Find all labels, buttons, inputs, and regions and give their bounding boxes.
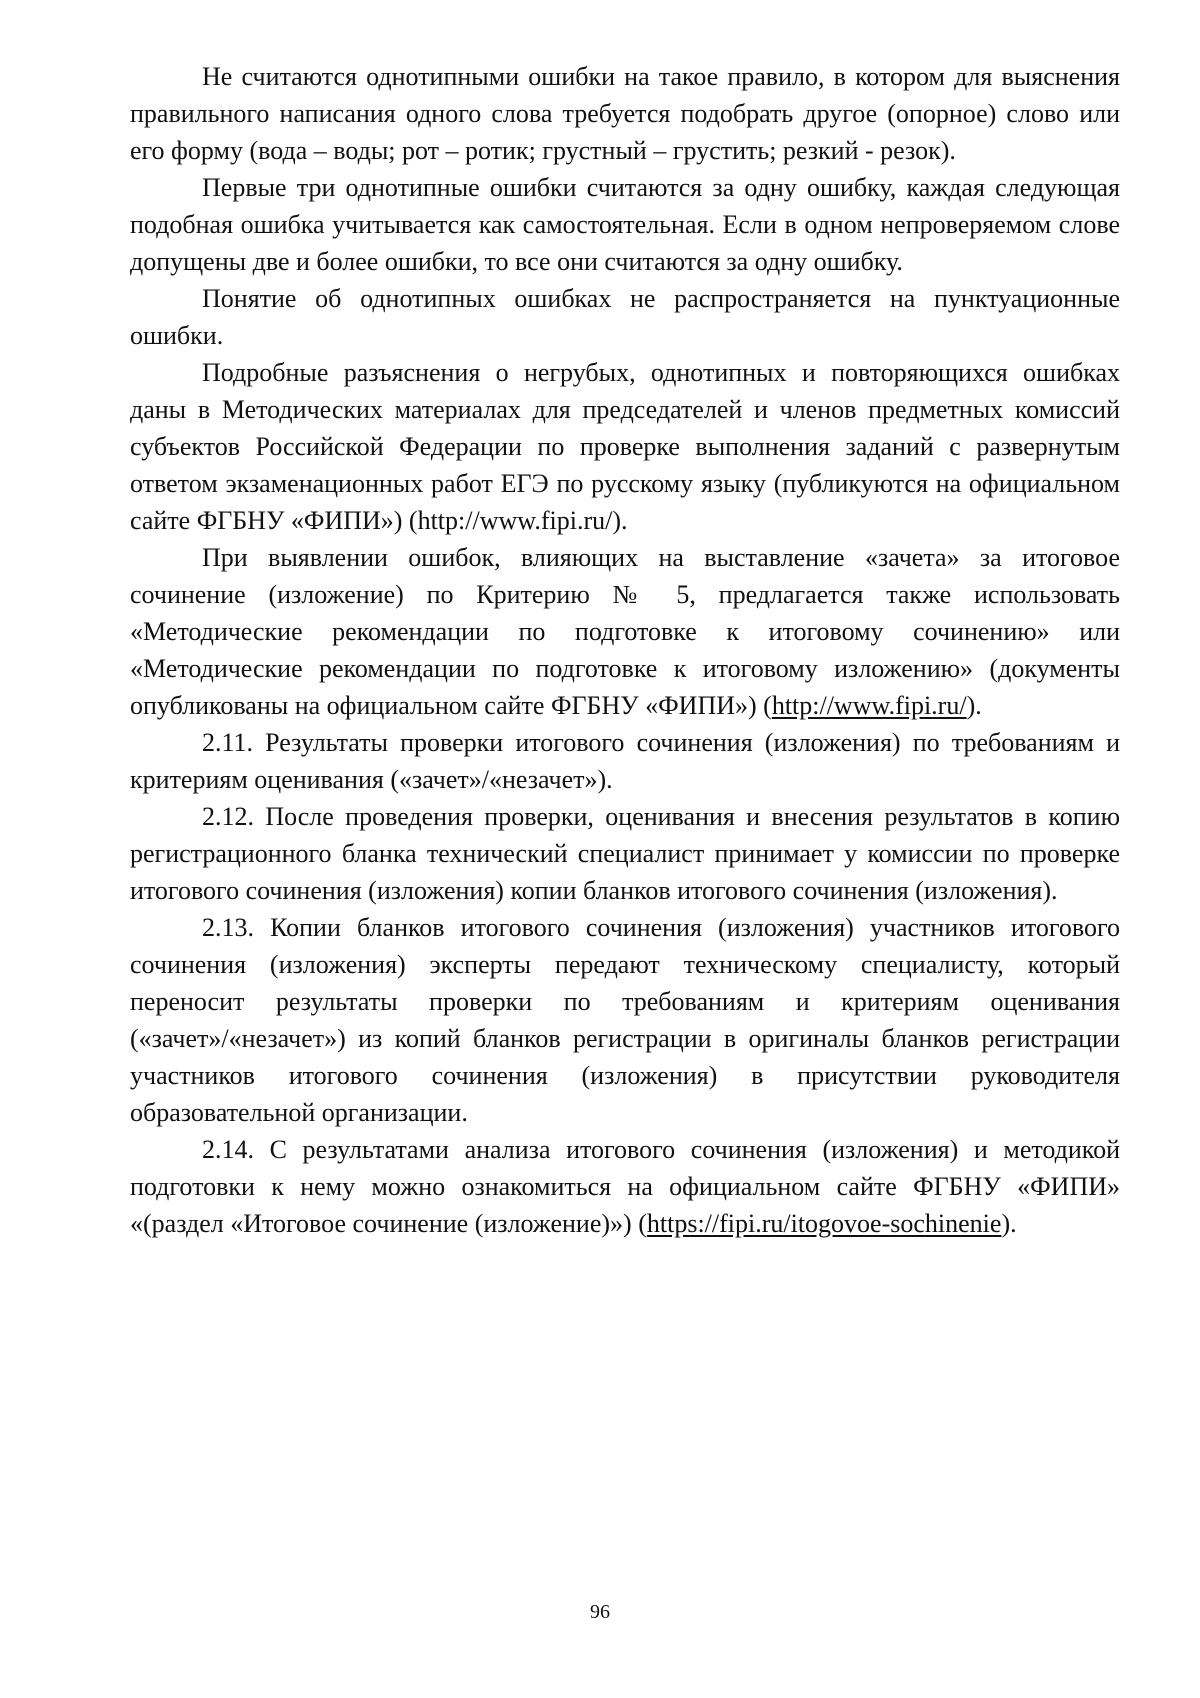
paragraph-text-end: ). [1001, 1209, 1017, 1238]
paragraph-text: 2.14. С результатами анализа итогового сочинения (изложения) и методикой подготовки к нему можно ознакомиться на официальном сайте ФГБНУ «ФИПИ» «(раздел «Итоговое сочинение (изложение)») ( [130, 1135, 1120, 1238]
paragraph-punctuation-errors: Понятие об однотипных ошибках не распространяется на пунктуационные ошибки. [130, 284, 1120, 350]
paragraph-three-same-type-errors: Первые три однотипные ошибки считаются за одну ошибку, каждая следующая подобная ошибка учитывается как самостоятельная. Если в одном непроверяемом слове допущены две и более ошибки, то все они считаются за одну ошибку. [130, 173, 1120, 276]
paragraph-2-13-blank-copies: 2.13. Копии бланков итогового сочинения (изложения) участников итогового сочинения (изложения) эксперты передают техническому специалисту, который переносит результаты проверки по требованиям и критериям оценивания («зачет»/«незачет») из копий бланков регистрации в оригиналы бланков регистрации участников итогового сочинения (изложения) в присутствии руководителя образовательной организации. [130, 913, 1120, 1127]
fipi-essay-section-link[interactable]: https://fipi.ru/itogovoe-sochinenie [646, 1209, 1002, 1238]
paragraph-2-14-analysis-results [130, 1131, 1120, 1242]
paragraph-text-end: ). [966, 691, 982, 720]
page-number: 96 [590, 1601, 610, 1623]
document-body [130, 58, 1120, 1242]
paragraph-2-12-technical-specialist: 2.12. После проведения проверки, оценивания и внесения результатов в копию регистрационного бланка технический специалист принимает у комиссии по проверке итогового сочинения (изложения) копии бланков итогового сочинения (изложения). [130, 802, 1120, 905]
paragraph-methodical-materials: Подробные разъяснения о негрубых, однотипных и повторяющихся ошибках даны в Методических материалах для председателей и членов предметных комиссий субъектов Российской Федерации по проверке выполнения заданий с развернутым ответом экзаменационных работ ЕГЭ по русскому языку (публикуются на официальном сайте ФГБНУ «ФИПИ») (http://www.fipi.ru/). [130, 358, 1120, 535]
paragraph-criterion-5-recommendations [130, 539, 1120, 724]
fipi-site-link[interactable]: http://www.fipi.ru/ [771, 691, 967, 720]
paragraph-same-type-errors-rule: Не считаются однотипными ошибки на такое правило, в котором для выяснения правильного написания одного слова требуется подобрать другое (опорное) слово или его форму (вода – воды; рот – ротик; грустный – грустить; резкий - резок). [130, 62, 1120, 165]
paragraph-text: При выявлении ошибок, влияющих на выставление «зачета» за итоговое сочинение (изложение) по Критерию № 5, предлагается также использовать «Методические рекомендации по подготовке к итоговому сочинению» или «Методические рекомендации по подготовке к итоговому изложению» (документы опубликованы на официальном сайте ФГБНУ «ФИПИ») ( [130, 543, 1120, 720]
paragraph-2-11-results: 2.11. Результаты проверки итогового сочинения (изложения) по требованиям и критериям оценивания («зачет»/«незачет»). [130, 728, 1120, 794]
